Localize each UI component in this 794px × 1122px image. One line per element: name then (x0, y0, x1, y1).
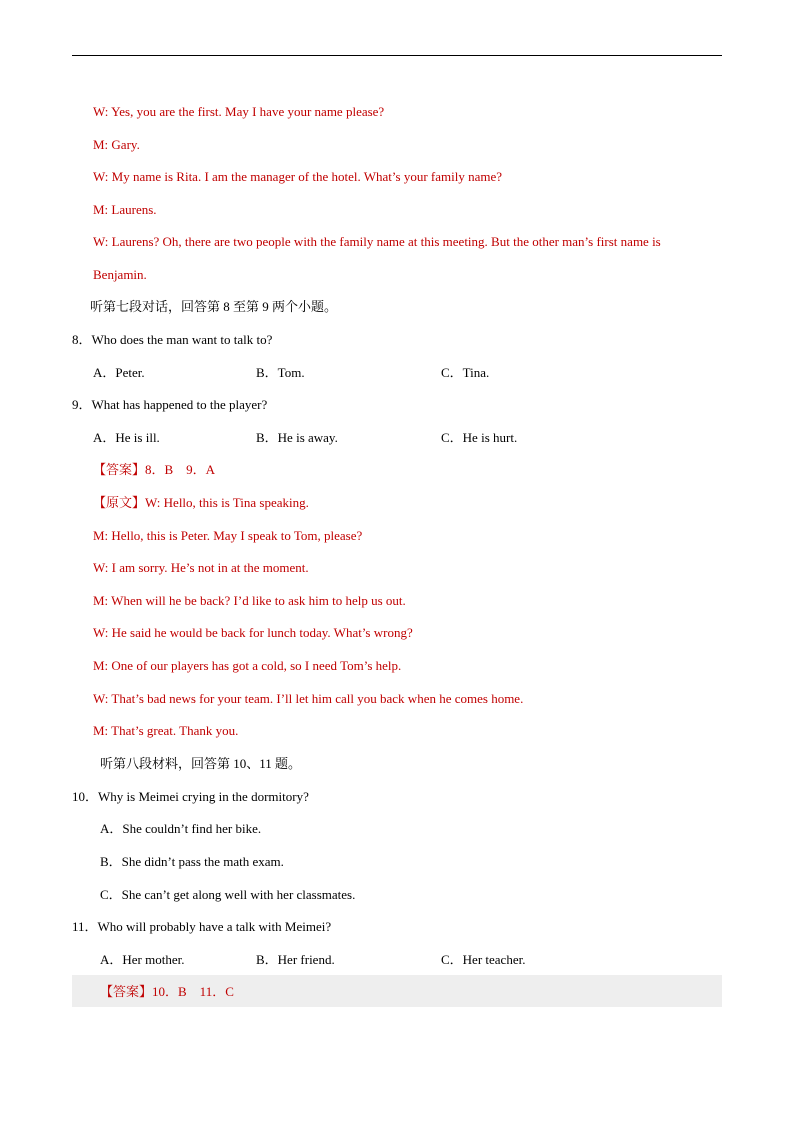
script-line: M: That’s great. Thank you. (93, 723, 239, 738)
answer-label: 【答案】 (93, 462, 146, 477)
q11-option-b: B．Her friend. (256, 952, 335, 967)
script-line: M: Hello, this is Peter. May I speak to Tom, please? (93, 528, 363, 543)
question-10: 10．Why is Meimei crying in the dormitory? (72, 789, 309, 804)
q9-option-c: C．He is hurt. (441, 430, 518, 445)
q11-option-a: A．Her mother. (100, 952, 185, 967)
script-line: W: That’s bad news for your team. I’ll let him call you back when he comes home. (93, 691, 524, 706)
section-instruction: 听第七段对话，回答第 8 至第 9 两个小题。 (90, 299, 338, 314)
dialogue-line: W: Yes, you are the first. May I have your name please? (93, 104, 385, 119)
question-8: 8．Who does the man want to talk to? (72, 332, 273, 347)
q11-option-c: C．Her teacher. (441, 952, 526, 967)
header-rule (72, 55, 722, 56)
dialogue-line: W: My name is Rita. I am the manager of the hotel. What’s your family name? (93, 169, 503, 184)
dialogue-line: W: Laurens? Oh, there are two people with the family name at this meeting. But the other man’s first name is (93, 234, 661, 249)
q9-option-b: B．He is away. (256, 430, 338, 445)
script-line: M: When will he be back? I’d like to ask him to help us out. (93, 593, 406, 608)
answer-label: 【答案】 (100, 984, 153, 999)
q8-option-c: C．Tina. (441, 365, 490, 380)
script-label: 【原文】 (93, 495, 146, 510)
script-first-line (93, 495, 309, 511)
answer-text: 10．B 11．C (152, 984, 234, 999)
answer-8-9 (93, 462, 215, 478)
question-11: 11．Who will probably have a talk with Meimei? (72, 919, 332, 934)
script-line: W: I am sorry. He’s not in at the moment. (93, 560, 309, 575)
answer-10-11 (100, 984, 234, 1000)
script-line: W: He said he would be back for lunch today. What’s wrong? (93, 625, 413, 640)
dialogue-line: M: Gary. (93, 137, 140, 152)
q8-option-b: B．Tom. (256, 365, 305, 380)
dialogue-line: M: Laurens. (93, 202, 157, 217)
q10-option-c: C．She can’t get along well with her classmates. (100, 887, 356, 902)
script-line: M: One of our players has got a cold, so I need Tom’s help. (93, 658, 402, 673)
q10-option-b: B．She didn’t pass the math exam. (100, 854, 284, 869)
q9-option-a: A．He is ill. (93, 430, 160, 445)
q10-option-a: A．She couldn’t find her bike. (100, 821, 262, 836)
answer-text: 8．B 9．A (145, 462, 216, 477)
q8-option-a: A．Peter. (93, 365, 145, 380)
dialogue-line: Benjamin. (93, 267, 147, 282)
section-instruction: 听第八段材料，回答第 10、11 题。 (100, 756, 302, 771)
script-text: W: Hello, this is Tina speaking. (145, 495, 309, 510)
question-9: 9．What has happened to the player? (72, 397, 268, 412)
